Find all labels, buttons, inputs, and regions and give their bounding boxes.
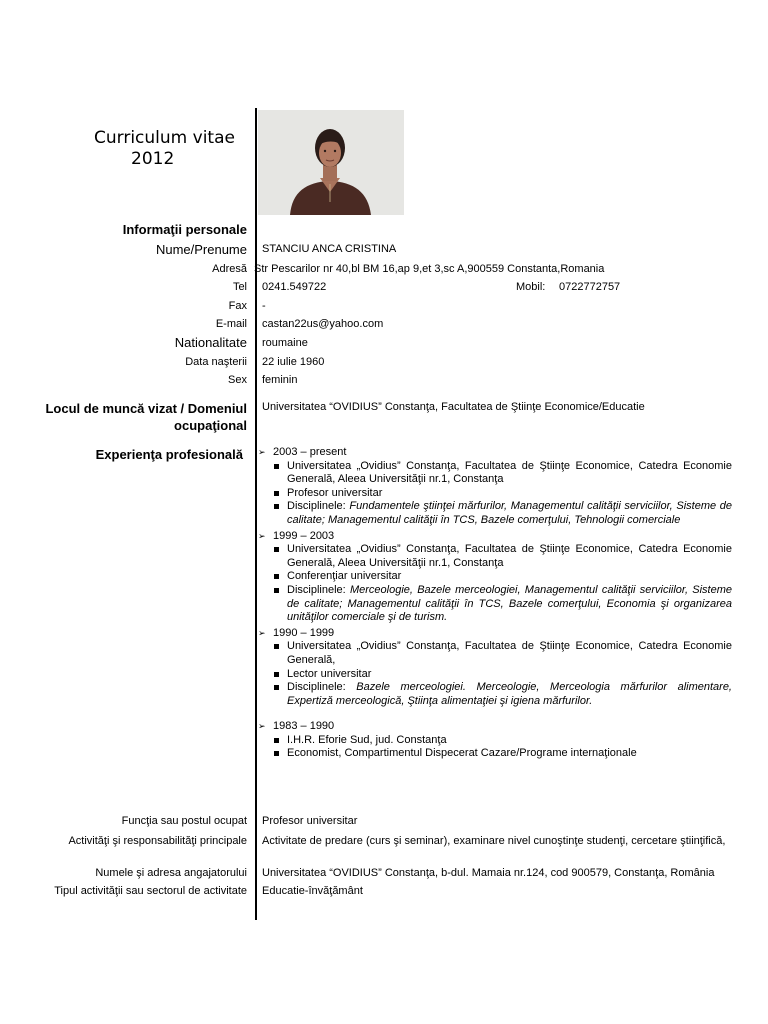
- nationality-value: roumaine: [262, 337, 308, 349]
- arrow-icon: ➢: [258, 447, 266, 457]
- job-employer: I.H.R. Eforie Sud, jud. Constanţa: [287, 734, 732, 748]
- address-value: Str Pescarilor nr 40,bl BM 16,ap 9,et 3,sc A,900559 Constanta,Romania: [254, 263, 605, 275]
- job-entry: [258, 530, 732, 625]
- workplace-value: Universitatea “OVIDIUS” Constanţa, Facultatea de Ştiinţe Economice/Educatie: [262, 401, 645, 413]
- fax-value: -: [262, 300, 266, 312]
- workplace-heading-line1: Locul de muncă vizat / Domeniul: [45, 401, 247, 416]
- job-disciplines: [287, 500, 732, 527]
- address-label: Adresă: [212, 263, 247, 275]
- disciplines-label: Disciplinele:: [287, 583, 350, 596]
- employer-label: Numele şi adresa angajatorului: [95, 867, 247, 879]
- tel-label: Tel: [232, 281, 247, 293]
- tel-value: 0241.549722: [262, 281, 327, 293]
- job-period: 2003 – present: [273, 446, 347, 458]
- personal-info-heading: Informaţii personale: [122, 222, 247, 237]
- disciplines-label: Disciplinele:: [287, 681, 357, 694]
- arrow-icon: ➢: [258, 721, 266, 732]
- mobile-value: 0722772757: [559, 281, 621, 293]
- disciplines-text: Bazele merceologiei. Merceologie, Merceologia mărfurilor alimentare, Expertiză merceologică, Ştiinţa alimentaţiei şi igiena mărfurilor.: [287, 681, 732, 707]
- birth-label: Data naşterii: [185, 356, 247, 368]
- job-position: Lector universitar: [287, 668, 732, 682]
- experience-heading: Experienţa profesională: [95, 447, 243, 462]
- activities-label: Activităţi şi responsabilităţi principale: [68, 835, 247, 847]
- arrow-icon: ➢: [258, 627, 266, 638]
- function-value: Profesor universitar: [262, 815, 358, 827]
- sex-value: feminin: [262, 374, 298, 386]
- employer-value: Universitatea “OVIDIUS” Constanţa, b-dul. Mamaia nr.124, cod 900579, Constanţa, România: [262, 867, 715, 879]
- job-position: Profesor universitar: [287, 487, 732, 501]
- disciplines-text: Fundamentele ştiinţei mărfurilor, Managementul calităţii serviciilor, Sisteme de calitate; Managementul calităţii în TCS, Bazele comerţului, Tehnologii comerciale: [287, 500, 732, 526]
- experience-list: [258, 446, 732, 763]
- column-divider: [255, 108, 257, 920]
- disciplines-label: Disciplinele:: [287, 500, 350, 513]
- job-position: Conferenţiar universitar: [287, 570, 732, 584]
- job-period: 1990 – 1999: [273, 626, 335, 639]
- job-employer: Universitatea „Ovidius” Constanţa, Facultatea de Ştiinţe Economice, Catedra Economie Generală, Aleea Universităţii nr.1, Constanţa: [287, 459, 732, 486]
- job-position: Economist, Compartimentul Dispecerat Cazare/Programe internaţionale: [287, 747, 732, 761]
- name-label: Nume/Prenume: [155, 242, 247, 257]
- job-entry: [258, 720, 732, 761]
- job-period: 1983 – 1990: [273, 720, 335, 733]
- fax-label: Fax: [228, 300, 247, 312]
- job-disciplines: [287, 681, 732, 708]
- activities-value: Activitate de predare (curs şi seminar), examinare nivel cunoştinţe studenţi, cercetare ştiinţifică,: [262, 835, 726, 847]
- sector-value: Educatie-învăţământ: [262, 885, 363, 897]
- mobile-label: Mobil:: [516, 281, 546, 293]
- nationality-label: Nationalitate: [174, 335, 247, 350]
- sex-label: Sex: [228, 374, 247, 386]
- workplace-heading-line2: ocupaţional: [174, 418, 247, 433]
- sector-label: Tipul activităţii sau sectorul de activitate: [54, 885, 247, 897]
- workplace-heading: [45, 400, 247, 434]
- cv-title: Curriculum vitae: [94, 128, 235, 148]
- disciplines-text: Merceologie, Bazele merceologiei, Managementul calităţii serviciilor, Sisteme de calitate; Managementul calităţii în TCS, Bazele comerţului, Economia şi organizarea unităţilor comerciale şi de turism.: [287, 583, 733, 624]
- name-value: STANCIU ANCA CRISTINA: [262, 243, 397, 255]
- arrow-icon: ➢: [258, 530, 266, 541]
- job-entry: [258, 627, 732, 709]
- email-value[interactable]: castan22us@yahoo.com: [262, 318, 384, 330]
- job-employer: Universitatea „Ovidius” Constanţa, Facultatea de Ştiinţe Economice, Catedra Economie Generală, Aleea Universităţii nr.1, Constanţa: [287, 543, 732, 569]
- job-period: 1999 – 2003: [273, 529, 335, 542]
- job-disciplines: [287, 584, 732, 625]
- job-entry: [258, 446, 732, 528]
- profile-photo: [258, 110, 404, 215]
- function-label: Funcţia sau postul ocupat: [121, 815, 247, 827]
- email-label: E-mail: [215, 318, 247, 330]
- job-employer: Universitatea „Ovidius” Constanţa, Facultatea de Ştiinţe Economice, Catedra Economie Generală,: [287, 640, 732, 666]
- birth-value: 22 iulie 1960: [262, 356, 325, 368]
- cv-year: 2012: [131, 149, 175, 169]
